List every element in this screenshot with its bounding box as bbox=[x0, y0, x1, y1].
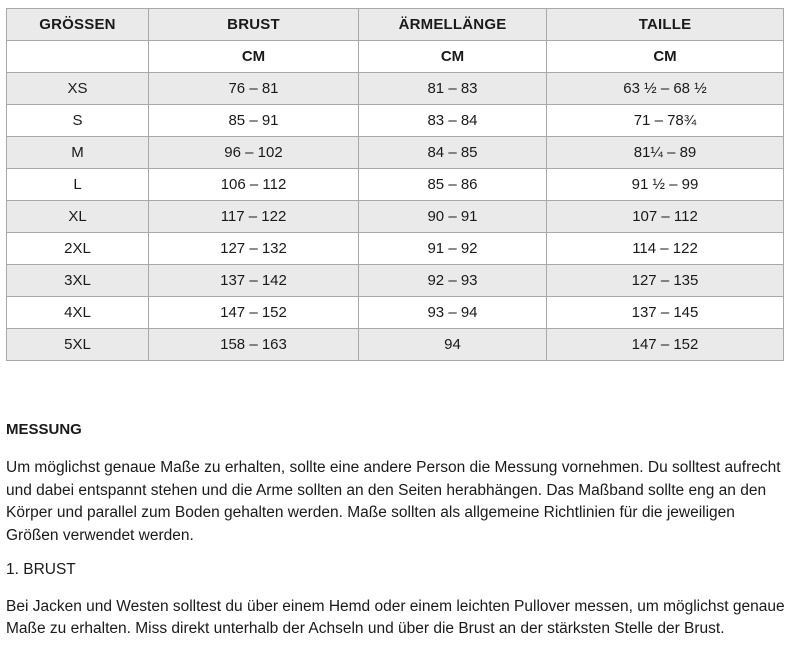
sleeve-cell: 92 – 93 bbox=[359, 265, 547, 297]
waist-cell: 71 – 78¾ bbox=[547, 105, 784, 137]
waist-cell: 127 – 135 bbox=[547, 265, 784, 297]
size-cell: 2XL bbox=[7, 233, 149, 265]
size-cell: XS bbox=[7, 73, 149, 105]
waist-cell: 137 – 145 bbox=[547, 297, 784, 329]
unit-cell: CM bbox=[359, 41, 547, 73]
table-row bbox=[7, 169, 784, 201]
chest-cell: 85 – 91 bbox=[149, 105, 359, 137]
size-cell: 3XL bbox=[7, 265, 149, 297]
table-row bbox=[7, 201, 784, 233]
waist-cell: 81¼ – 89 bbox=[547, 137, 784, 169]
sleeve-cell: 93 – 94 bbox=[359, 297, 547, 329]
size-cell: 4XL bbox=[7, 297, 149, 329]
sleeve-cell: 90 – 91 bbox=[359, 201, 547, 233]
size-cell: XL bbox=[7, 201, 149, 233]
waist-cell: 63 ½ – 68 ½ bbox=[547, 73, 784, 105]
measurement-intro: Um möglichst genaue Maße zu erhalten, sollte eine andere Person die Messung vornehmen. Du solltest aufrecht und dabei entspannt stehen und die Arme sollten an den Seiten herabhängen. Das Maßband sollte eng an den Körper und parallel zum Boden gehalten werden. Maße sollten als allgemeine Richtlinien für die jeweiligen Größen verwendet werden. bbox=[6, 459, 781, 544]
size-cell: S bbox=[7, 105, 149, 137]
table-row bbox=[7, 105, 784, 137]
chest-cell: 117 – 122 bbox=[149, 201, 359, 233]
table-row bbox=[7, 297, 784, 329]
header-waist: TAILLE bbox=[547, 9, 784, 41]
size-cell: 5XL bbox=[7, 329, 149, 361]
size-cell: L bbox=[7, 169, 149, 201]
table-row bbox=[7, 233, 784, 265]
table-row bbox=[7, 73, 784, 105]
measurement-section bbox=[6, 416, 786, 653]
sleeve-cell: 84 – 85 bbox=[359, 137, 547, 169]
measurement-heading: MESSUNG bbox=[6, 421, 82, 438]
table-units-row bbox=[7, 41, 784, 73]
table-header-row bbox=[7, 9, 784, 41]
header-sizes: GRÖSSEN bbox=[7, 9, 149, 41]
sleeve-cell: 94 bbox=[359, 329, 547, 361]
chest-cell: 147 – 152 bbox=[149, 297, 359, 329]
header-sleeve-length: ÄRMELLÄNGE bbox=[359, 9, 547, 41]
chest-cell: 96 – 102 bbox=[149, 137, 359, 169]
size-chart-table bbox=[6, 8, 784, 361]
waist-cell: 107 – 112 bbox=[547, 201, 784, 233]
unit-cell: CM bbox=[547, 41, 784, 73]
unit-cell: CM bbox=[149, 41, 359, 73]
chest-cell: 106 – 112 bbox=[149, 169, 359, 201]
chest-cell: 127 – 132 bbox=[149, 233, 359, 265]
sleeve-cell: 91 – 92 bbox=[359, 233, 547, 265]
waist-cell: 114 – 122 bbox=[547, 233, 784, 265]
sleeve-cell: 85 – 86 bbox=[359, 169, 547, 201]
chest-cell: 137 – 142 bbox=[149, 265, 359, 297]
waist-cell: 147 – 152 bbox=[547, 329, 784, 361]
unit-cell bbox=[7, 41, 149, 73]
size-cell: M bbox=[7, 137, 149, 169]
section-chest-title: 1. BRUST bbox=[6, 561, 76, 578]
sleeve-cell: 83 – 84 bbox=[359, 105, 547, 137]
table-row bbox=[7, 265, 784, 297]
chest-cell: 76 – 81 bbox=[149, 73, 359, 105]
table-row bbox=[7, 137, 784, 169]
sleeve-cell: 81 – 83 bbox=[359, 73, 547, 105]
waist-cell: 91 ½ – 99 bbox=[547, 169, 784, 201]
section-chest-text: Bei Jacken und Westen solltest du über einem Hemd oder einem leichten Pullover messen, um möglichst genaue Maße zu erhalten. Miss direkt unterhalb der Achseln und über die Brust an der stärksten Stelle der Brust. bbox=[6, 597, 785, 637]
table-row bbox=[7, 329, 784, 361]
chest-cell: 158 – 163 bbox=[149, 329, 359, 361]
header-chest: BRUST bbox=[149, 9, 359, 41]
